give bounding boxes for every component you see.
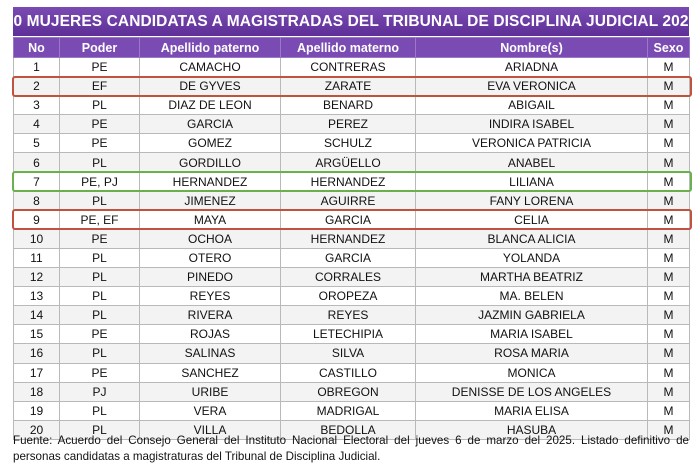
cell-nombres: INDIRA ISABEL [416,115,648,134]
cell-poder: PJ [60,382,140,401]
table-row [14,306,690,325]
cell-sexo: M [648,134,690,153]
cell-sexo: M [648,229,690,248]
cell-poder: PE [60,363,140,382]
cell-poder: PL [60,401,140,420]
table-row [14,248,690,267]
cell-no: 3 [14,96,60,115]
table-row [14,382,690,401]
cell-nombres: CELIA [416,210,648,229]
table-row [14,96,690,115]
cell-apellido-materno: LETECHIPIA [281,325,416,344]
cell-apellido-paterno: RIVERA [140,306,281,325]
cell-apellido-paterno: DIAZ DE LEON [140,96,281,115]
table-row [14,210,690,229]
table-row [14,268,690,287]
table-row [14,77,690,96]
cell-poder: PL [60,96,140,115]
cell-apellido-paterno: VILLA [140,420,281,439]
cell-sexo: M [648,115,690,134]
cell-sexo: M [648,344,690,363]
cell-sexo: M [648,268,690,287]
cell-no: 16 [14,344,60,363]
cell-nombres: MARIA ISABEL [416,325,648,344]
cell-apellido-materno: BEDOLLA [281,420,416,439]
cell-poder: PL [60,306,140,325]
cell-sexo: M [648,153,690,172]
cell-poder: PL [60,287,140,306]
cell-apellido-materno: SILVA [281,344,416,363]
cell-nombres: MARTHA BEATRIZ [416,268,648,287]
cell-nombres: HASUBA [416,420,648,439]
cell-no: 9 [14,210,60,229]
cell-apellido-materno: CASTILLO [281,363,416,382]
cell-sexo: M [648,363,690,382]
cell-no: 4 [14,115,60,134]
cell-nombres: MONICA [416,363,648,382]
cell-apellido-paterno: MAYA [140,210,281,229]
table-row [14,134,690,153]
table-row [14,344,690,363]
cell-apellido-paterno: GARCIA [140,115,281,134]
cell-no: 6 [14,153,60,172]
cell-nombres: MA. BELEN [416,287,648,306]
header-nombres: Nombre(s) [416,38,648,58]
table-row [14,191,690,210]
cell-no: 19 [14,401,60,420]
cell-poder: EF [60,77,140,96]
cell-nombres: JAZMIN GABRIELA [416,306,648,325]
cell-no: 20 [14,420,60,439]
cell-nombres: ROSA MARIA [416,344,648,363]
cell-apellido-paterno: SANCHEZ [140,363,281,382]
cell-sexo: M [648,325,690,344]
cell-no: 14 [14,306,60,325]
table-row [14,172,690,191]
cell-nombres: EVA VERONICA [416,77,648,96]
cell-apellido-materno: BENARD [281,96,416,115]
cell-apellido-materno: CORRALES [281,268,416,287]
cell-apellido-paterno: OCHOA [140,229,281,248]
cell-no: 7 [14,172,60,191]
cell-apellido-paterno: VERA [140,401,281,420]
cell-apellido-materno: HERNANDEZ [281,172,416,191]
cell-no: 1 [14,58,60,77]
cell-apellido-materno: CONTRERAS [281,58,416,77]
cell-no: 5 [14,134,60,153]
cell-no: 13 [14,287,60,306]
cell-apellido-paterno: OTERO [140,248,281,267]
cell-poder: PL [60,248,140,267]
table-row [14,153,690,172]
cell-sexo: M [648,420,690,439]
table-row [14,287,690,306]
header-sexo: Sexo [648,38,690,58]
header-apellido-paterno: Apellido paterno [140,38,281,58]
cell-no: 17 [14,363,60,382]
cell-no: 10 [14,229,60,248]
cell-nombres: ARIADNA [416,58,648,77]
cell-apellido-paterno: DE GYVES [140,77,281,96]
cell-nombres: MARIA ELISA [416,401,648,420]
cell-no: 12 [14,268,60,287]
cell-apellido-materno: GARCIA [281,210,416,229]
cell-sexo: M [648,287,690,306]
cell-nombres: ABIGAIL [416,96,648,115]
table-row [14,325,690,344]
table-body [14,58,690,440]
cell-no: 15 [14,325,60,344]
cell-apellido-materno: MADRIGAL [281,401,416,420]
candidates-table [13,37,690,440]
cell-apellido-materno: ZARATE [281,77,416,96]
cell-apellido-materno: SCHULZ [281,134,416,153]
cell-poder: PL [60,191,140,210]
header-poder: Poder [60,38,140,58]
table-row [14,115,690,134]
cell-apellido-paterno: JIMENEZ [140,191,281,210]
cell-apellido-paterno: HERNANDEZ [140,172,281,191]
cell-poder: PL [60,420,140,439]
table-header-row [14,38,690,58]
cell-nombres: FANY LORENA [416,191,648,210]
cell-apellido-paterno: PINEDO [140,268,281,287]
table-row [14,401,690,420]
cell-sexo: M [648,382,690,401]
cell-no: 2 [14,77,60,96]
cell-sexo: M [648,210,690,229]
cell-poder: PE [60,325,140,344]
header-no: No [14,38,60,58]
cell-sexo: M [648,401,690,420]
cell-apellido-materno: GARCIA [281,248,416,267]
cell-poder: PE [60,134,140,153]
cell-nombres: LILIANA [416,172,648,191]
cell-apellido-paterno: REYES [140,287,281,306]
cell-apellido-materno: HERNANDEZ [281,229,416,248]
source-footnote: Fuente: Acuerdo del Consejo General del Instituto Nacional Electoral del jueves 6 de marzo del 2025. Listado definitivo de personas candidatas a magistraturas del Tribunal de Disciplina Judicial. [13,434,689,463]
header-apellido-materno: Apellido materno [281,38,416,58]
cell-poder: PE, PJ [60,172,140,191]
cell-nombres: BLANCA ALICIA [416,229,648,248]
cell-nombres: ANABEL [416,153,648,172]
cell-apellido-paterno: CAMACHO [140,58,281,77]
cell-apellido-paterno: URIBE [140,382,281,401]
cell-poder: PE, EF [60,210,140,229]
cell-apellido-materno: AGUIRRE [281,191,416,210]
cell-no: 8 [14,191,60,210]
table-title: 20 MUJERES CANDIDATAS A MAGISTRADAS DEL TRIBUNAL DE DISCIPLINA JUDICIAL 2025 [13,7,689,36]
cell-apellido-paterno: SALINAS [140,344,281,363]
cell-apellido-materno: REYES [281,306,416,325]
cell-nombres: VERONICA PATRICIA [416,134,648,153]
cell-sexo: M [648,306,690,325]
cell-apellido-paterno: GOMEZ [140,134,281,153]
cell-sexo: M [648,191,690,210]
cell-apellido-materno: ARGÜELLO [281,153,416,172]
cell-sexo: M [648,248,690,267]
cell-no: 18 [14,382,60,401]
cell-apellido-materno: PEREZ [281,115,416,134]
cell-poder: PL [60,268,140,287]
table-row [14,363,690,382]
cell-apellido-materno: OROPEZA [281,287,416,306]
table-row [14,229,690,248]
cell-nombres: YOLANDA [416,248,648,267]
table-row [14,58,690,77]
cell-no: 11 [14,248,60,267]
cell-poder: PE [60,229,140,248]
cell-nombres: DENISSE DE LOS ANGELES [416,382,648,401]
cell-poder: PL [60,153,140,172]
cell-poder: PE [60,58,140,77]
cell-sexo: M [648,172,690,191]
cell-poder: PE [60,115,140,134]
cell-apellido-materno: OBREGON [281,382,416,401]
cell-sexo: M [648,58,690,77]
cell-apellido-paterno: GORDILLO [140,153,281,172]
cell-sexo: M [648,96,690,115]
cell-apellido-paterno: ROJAS [140,325,281,344]
cell-sexo: M [648,77,690,96]
cell-poder: PL [60,344,140,363]
